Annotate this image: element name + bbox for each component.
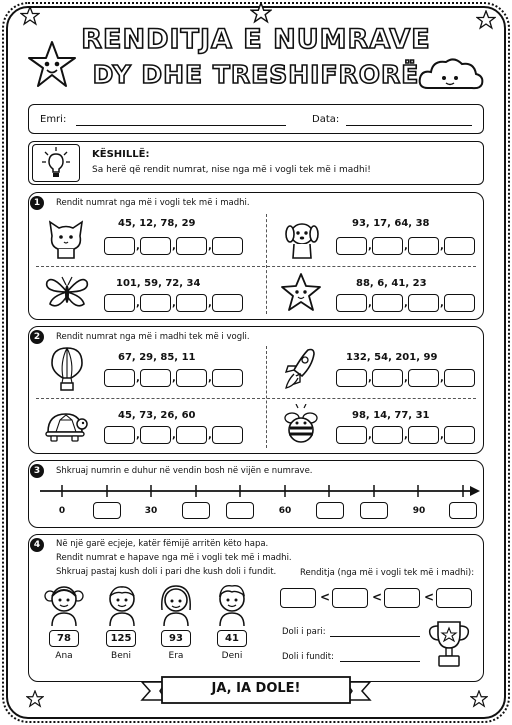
answer-box[interactable] xyxy=(212,237,243,255)
answer-box[interactable] xyxy=(104,426,135,444)
answer-box[interactable] xyxy=(408,369,439,387)
number-set: 45, 73, 26, 60 xyxy=(118,410,196,421)
page-subtitle: DY DHE TRESHIFRORË xyxy=(92,60,420,89)
date-field[interactable] xyxy=(346,125,472,126)
section-divider xyxy=(266,346,267,448)
name-field[interactable] xyxy=(76,125,286,126)
section-divider xyxy=(266,214,267,314)
answer-box[interactable] xyxy=(212,426,243,444)
girl-icon xyxy=(156,582,196,628)
starfish-icon xyxy=(280,272,322,312)
number-line-blank[interactable] xyxy=(93,502,121,519)
answer-box[interactable] xyxy=(176,237,207,255)
last-answer-field[interactable] xyxy=(340,661,420,662)
rocket-icon xyxy=(282,346,318,392)
order-box[interactable] xyxy=(332,588,368,608)
answer-box[interactable] xyxy=(336,426,367,444)
tip-heading: KËSHILLË: xyxy=(92,149,150,160)
number-set: 67, 29, 85, 11 xyxy=(118,352,196,363)
answer-box[interactable] xyxy=(104,294,135,312)
footer-banner-text: JA, IA DOLE! xyxy=(211,681,301,696)
answer-box[interactable] xyxy=(104,237,135,255)
kid-steps: 41 xyxy=(217,630,247,647)
section-1-badge: 1 xyxy=(30,196,44,210)
order-box[interactable] xyxy=(280,588,316,608)
answer-box[interactable] xyxy=(408,294,439,312)
star-icon xyxy=(26,690,44,708)
page-title: RENDITJA E NUMRAVE xyxy=(81,24,431,55)
answer-box[interactable] xyxy=(372,426,403,444)
answer-box[interactable] xyxy=(176,369,207,387)
answer-box[interactable] xyxy=(140,237,171,255)
answer-box[interactable] xyxy=(336,237,367,255)
trophy-icon xyxy=(426,618,472,670)
number-set: 132, 54, 201, 99 xyxy=(346,352,438,363)
section-1-instruction: Rendit numrat nga më i vogli tek më i madhi. xyxy=(56,198,250,208)
first-answer-field[interactable] xyxy=(330,636,420,637)
star-icon xyxy=(20,6,40,26)
number-line-label: 0 xyxy=(58,506,66,516)
number-set: 101, 59, 72, 34 xyxy=(116,278,201,289)
last-label: Doli i fundit: xyxy=(282,652,334,662)
answer-box[interactable] xyxy=(372,237,403,255)
boy-icon xyxy=(102,582,142,628)
answer-box[interactable] xyxy=(372,294,403,312)
section-divider xyxy=(36,266,476,267)
kid-steps: 93 xyxy=(161,630,191,647)
section-divider xyxy=(36,398,476,399)
number-set: 93, 17, 64, 38 xyxy=(352,218,430,229)
section-2-instruction: Rendit numrat nga më i madhi tek më i vogli. xyxy=(56,332,250,342)
number-set: 98, 14, 77, 31 xyxy=(352,410,430,421)
answer-box[interactable] xyxy=(140,294,171,312)
tip-text: Sa herë që rendit numrat, nise nga më i vogli tek më i madhi! xyxy=(92,165,371,175)
answer-box[interactable] xyxy=(212,294,243,312)
first-label: Doli i pari: xyxy=(282,627,326,637)
less-than-sign: < xyxy=(372,590,383,604)
number-set: 45, 12, 78, 29 xyxy=(118,218,196,229)
order-label: Renditja (nga më i vogli tek më i madhi): xyxy=(300,568,475,578)
date-label: Data: xyxy=(312,114,340,125)
answer-box[interactable] xyxy=(336,294,367,312)
answer-box[interactable] xyxy=(372,369,403,387)
section-4-badge: 4 xyxy=(30,538,44,552)
number-line-label: 90 xyxy=(412,506,426,516)
answer-box[interactable] xyxy=(176,294,207,312)
number-line xyxy=(40,484,480,498)
answer-box[interactable] xyxy=(212,369,243,387)
girl-icon xyxy=(44,582,84,628)
less-than-sign: < xyxy=(320,590,331,604)
answer-box[interactable] xyxy=(408,237,439,255)
section-4-line: Në një garë ecjeje, katër fëmijë arritën këto hapa. xyxy=(56,539,269,549)
number-line-label: 30 xyxy=(144,506,158,516)
dog-icon xyxy=(280,216,324,260)
answer-box[interactable] xyxy=(444,426,475,444)
section-3-instruction: Shkruaj numrin e duhur në vendin bosh në vijën e numrave. xyxy=(56,466,313,476)
bee-icon xyxy=(282,404,320,446)
number-line-blank[interactable] xyxy=(316,502,344,519)
hot-air-balloon-icon xyxy=(50,346,84,392)
answer-box[interactable] xyxy=(336,369,367,387)
answer-box[interactable] xyxy=(408,426,439,444)
order-box[interactable] xyxy=(384,588,420,608)
turtle-icon xyxy=(42,406,88,444)
tip-box xyxy=(28,141,484,185)
kid-steps: 78 xyxy=(49,630,79,647)
number-line-blank[interactable] xyxy=(182,502,210,519)
lightbulb-icon xyxy=(42,146,70,180)
number-set: 88, 6, 41, 23 xyxy=(356,278,427,289)
kid-steps: 125 xyxy=(106,630,136,647)
name-date-row xyxy=(28,104,484,134)
answer-box[interactable] xyxy=(104,369,135,387)
boy-icon xyxy=(212,582,252,628)
section-4-line: Rendit numrat e hapave nga më i vogli tek më i madhi. xyxy=(56,553,292,563)
answer-box[interactable] xyxy=(140,369,171,387)
star-icon xyxy=(470,690,488,708)
butterfly-icon xyxy=(44,272,90,312)
order-box[interactable] xyxy=(436,588,472,608)
less-than-sign: < xyxy=(424,590,435,604)
section-3-badge: 3 xyxy=(30,464,44,478)
kid-name: Deni xyxy=(221,651,243,661)
star-icon xyxy=(250,2,272,24)
kid-name: Beni xyxy=(111,651,131,661)
section-2-badge: 2 xyxy=(30,330,44,344)
name-label: Emri: xyxy=(40,114,67,125)
cat-icon xyxy=(44,216,88,260)
kid-name: Ana xyxy=(55,651,73,661)
answer-box[interactable] xyxy=(444,237,475,255)
answer-box[interactable] xyxy=(444,294,475,312)
kid-name: Era xyxy=(168,651,184,661)
number-line-label: 60 xyxy=(278,506,292,516)
number-line-blank[interactable] xyxy=(449,502,477,519)
number-line-blank[interactable] xyxy=(226,502,254,519)
section-4-line: Shkruaj pastaj kush doli i pari dhe kush doli i fundit. xyxy=(56,567,277,577)
number-line-blank[interactable] xyxy=(360,502,388,519)
answer-box[interactable] xyxy=(140,426,171,444)
answer-box[interactable] xyxy=(176,426,207,444)
answer-box[interactable] xyxy=(444,369,475,387)
